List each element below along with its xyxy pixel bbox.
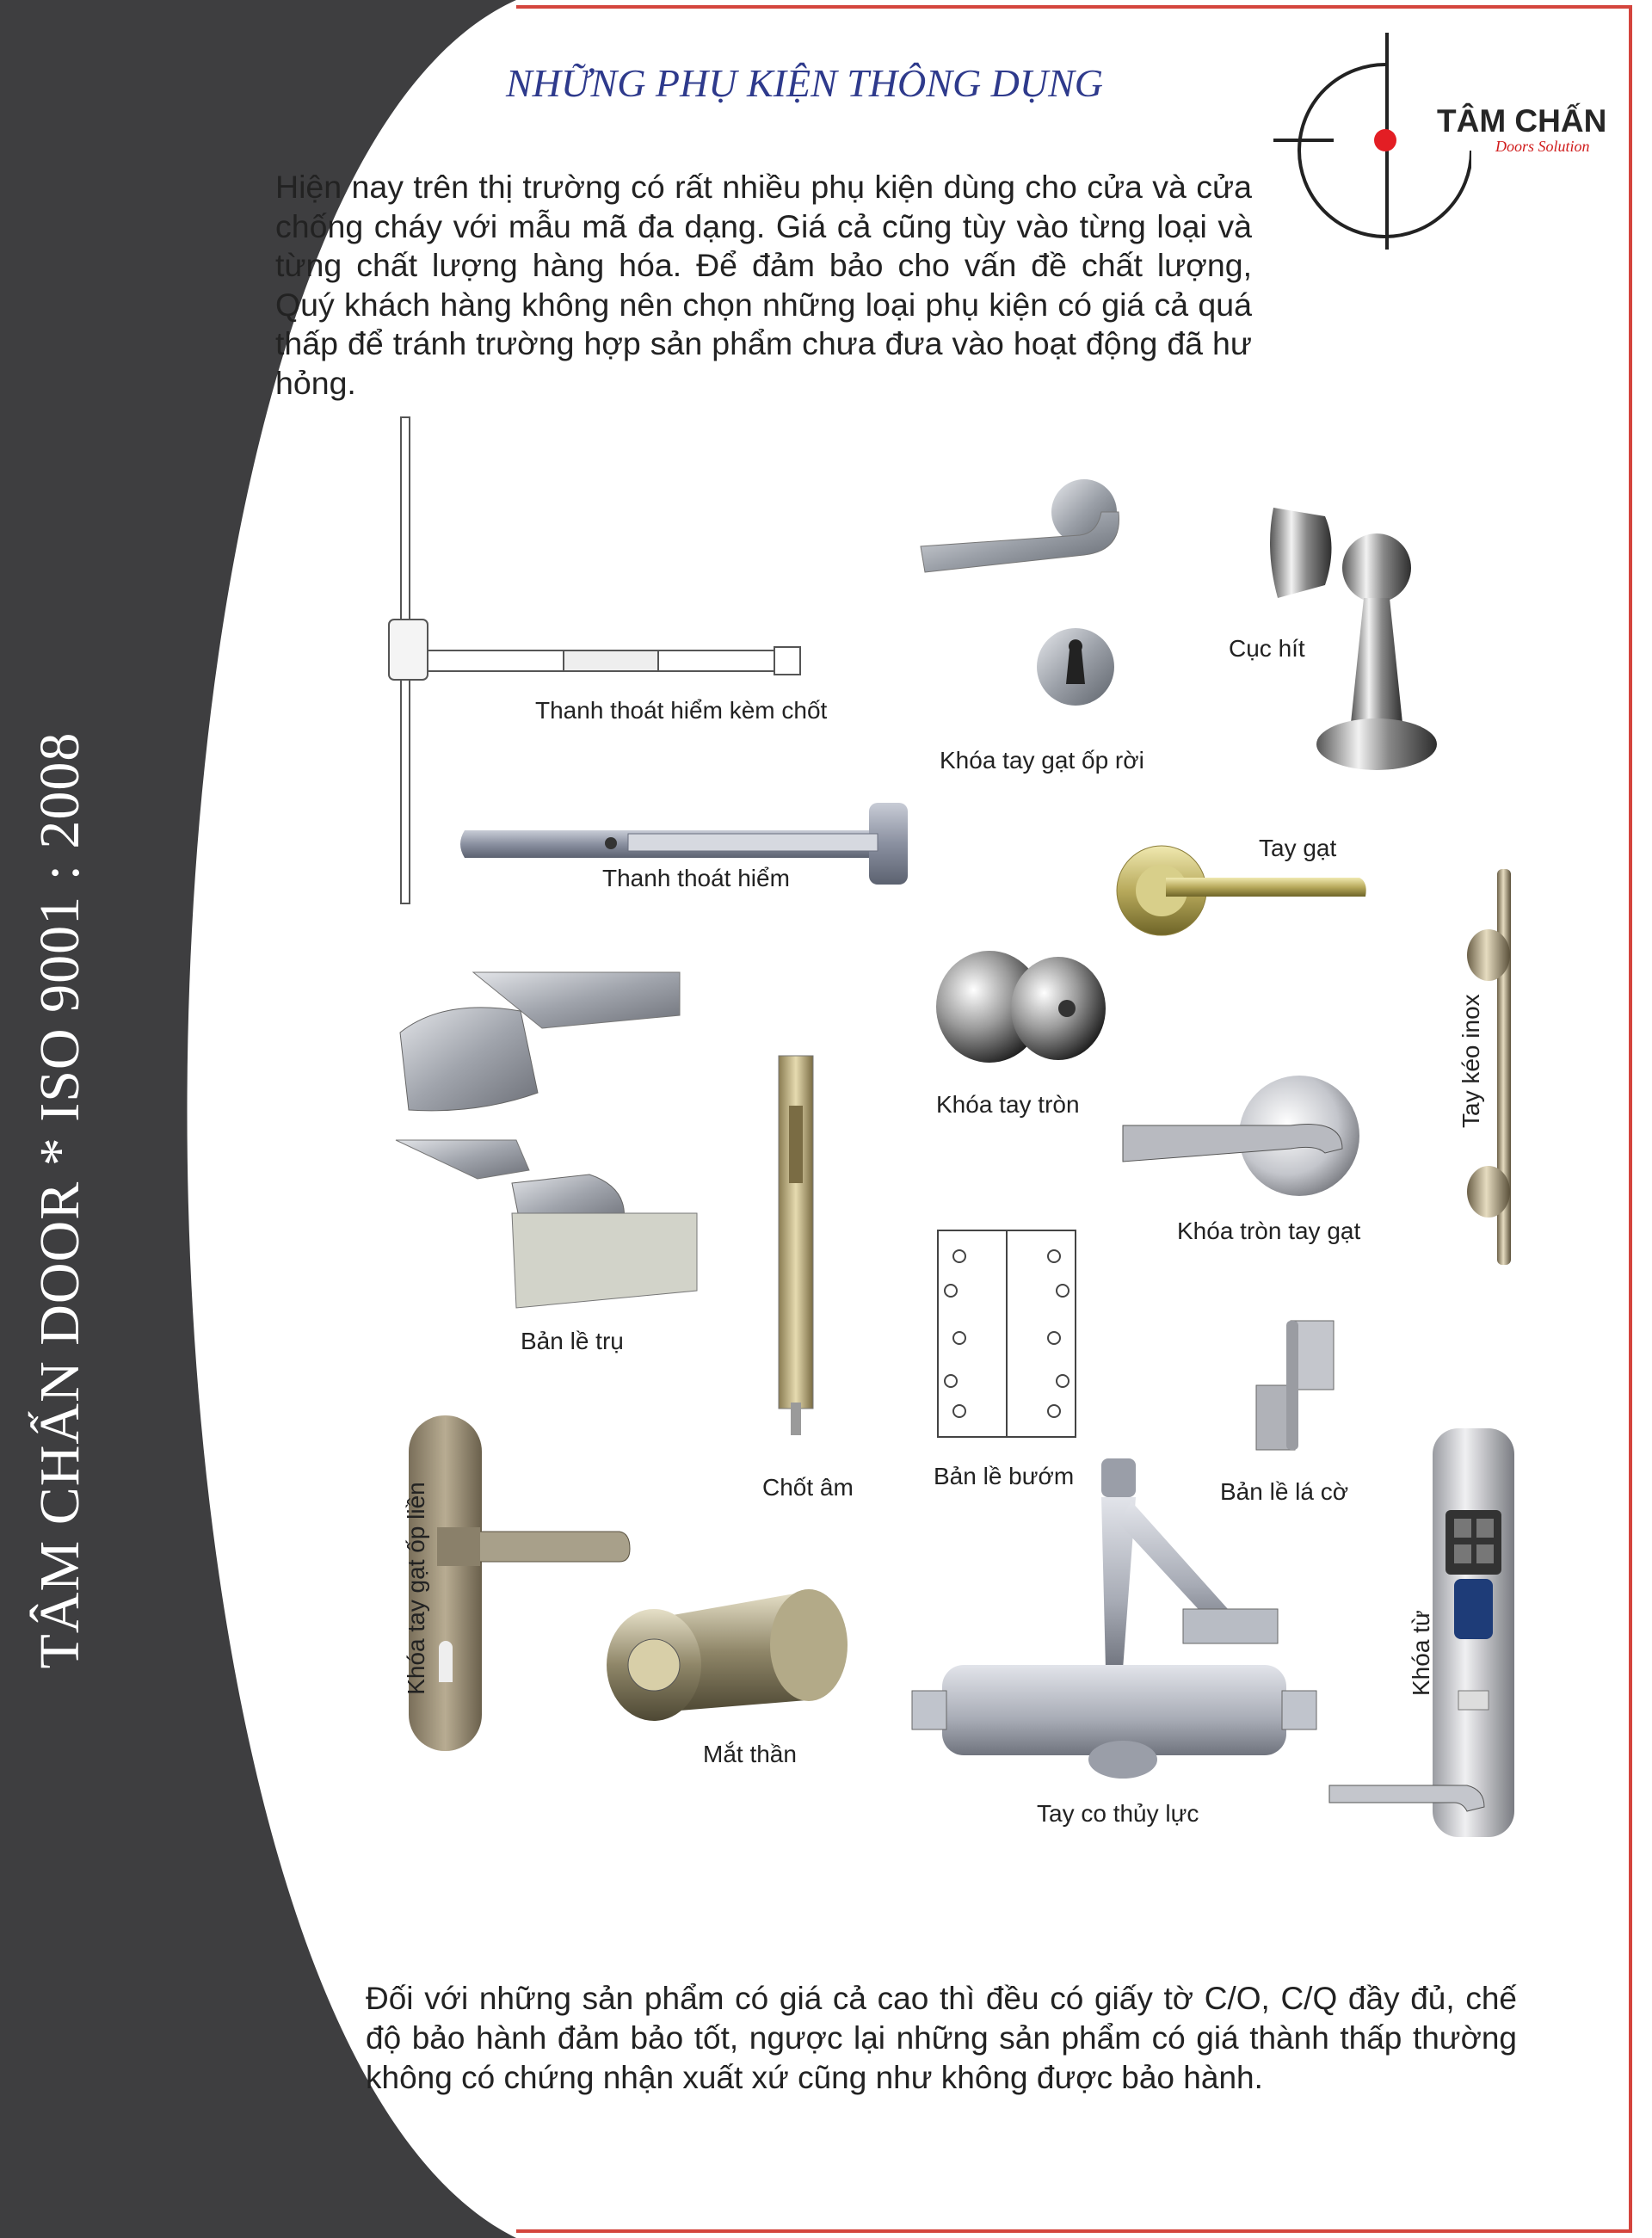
page-title: NHỮNG PHỤ KIỆN THÔNG DỤNG <box>505 61 1104 105</box>
label-pivot-hinge: Bản lề trụ <box>521 1328 624 1354</box>
label-door-viewer: Mắt thần <box>703 1741 797 1767</box>
label-door-closer: Tay co thủy lực <box>1037 1800 1199 1827</box>
logo-tagline: Doors Solution <box>1495 138 1590 155</box>
sidebar-banner: TÂM CHẤN DOOR * ISO 9001 : 2008 <box>28 731 91 1669</box>
label-knob-lock: Khóa tay tròn <box>936 1091 1080 1118</box>
label-magnetic-stop: Cục hít <box>1229 635 1305 662</box>
door-viewer-image <box>598 1583 856 1738</box>
lever-lock-separate-image <box>916 465 1140 714</box>
intro-paragraph: Hiện nay trên thị trường có rất nhiều phụ kiện dùng cho cửa và cửa chống cháy với mẫu mã đa dạng. Giá cả cũng tùy vào từng loại và từng chất lượng hàng hóa. Để đảm bảo cho vấn đề chất lượng, Quý khách hàng không nên chọn những loại phụ kiện có giá cả quá thấp để tránh trường hợp sản phẩm chưa đưa vào hoạt động đã hư hỏng. <box>275 169 1252 401</box>
pivot-hinge-image <box>391 964 701 1325</box>
label-pull-handle: Tay kéo inox <box>1458 994 1484 1128</box>
label-lever-handle: Tay gạt <box>1259 835 1337 861</box>
label-plate-lever-lock: Khóa tay gạt ốp liền <box>402 1482 429 1695</box>
label-flush-bolt: Chốt âm <box>762 1474 854 1501</box>
label-butterfly-hinge: Bản lề bướm <box>934 1463 1075 1489</box>
label-electronic-lock: Khóa từ <box>1408 1610 1434 1696</box>
flush-bolt-image <box>770 1054 822 1437</box>
butterfly-hinge-image <box>934 1226 1080 1441</box>
logo-name: TÂM CHẤN <box>1437 103 1607 139</box>
label-exit-bar-latch: Thanh thoát hiểm kèm chốt <box>535 697 828 724</box>
label-knob-lever-lock: Khóa tròn tay gạt <box>1177 1218 1361 1244</box>
label-flag-hinge: Bản lề lá cờ <box>1220 1478 1349 1505</box>
label-exit-bar: Thanh thoát hiểm <box>602 865 790 891</box>
label-lever-lock-separate: Khóa tay gạt ốp rời <box>940 747 1144 774</box>
knob-lock-image <box>929 946 1119 1071</box>
knob-lever-lock-image <box>1119 1067 1359 1209</box>
logo-crosshair-icon <box>1273 26 1471 258</box>
closing-paragraph: Đối với những sản phẩm có giá cả cao thì đều có giấy tờ C/O, C/Q đầy đủ, chế độ bảo hành đảm bảo tốt, ngược lại những sản phẩm có giá thành thấp thường không có chứng nhận xuất xứ cũng như không được bảo hành. <box>366 1981 1517 2095</box>
door-closer-image <box>908 1454 1338 1798</box>
